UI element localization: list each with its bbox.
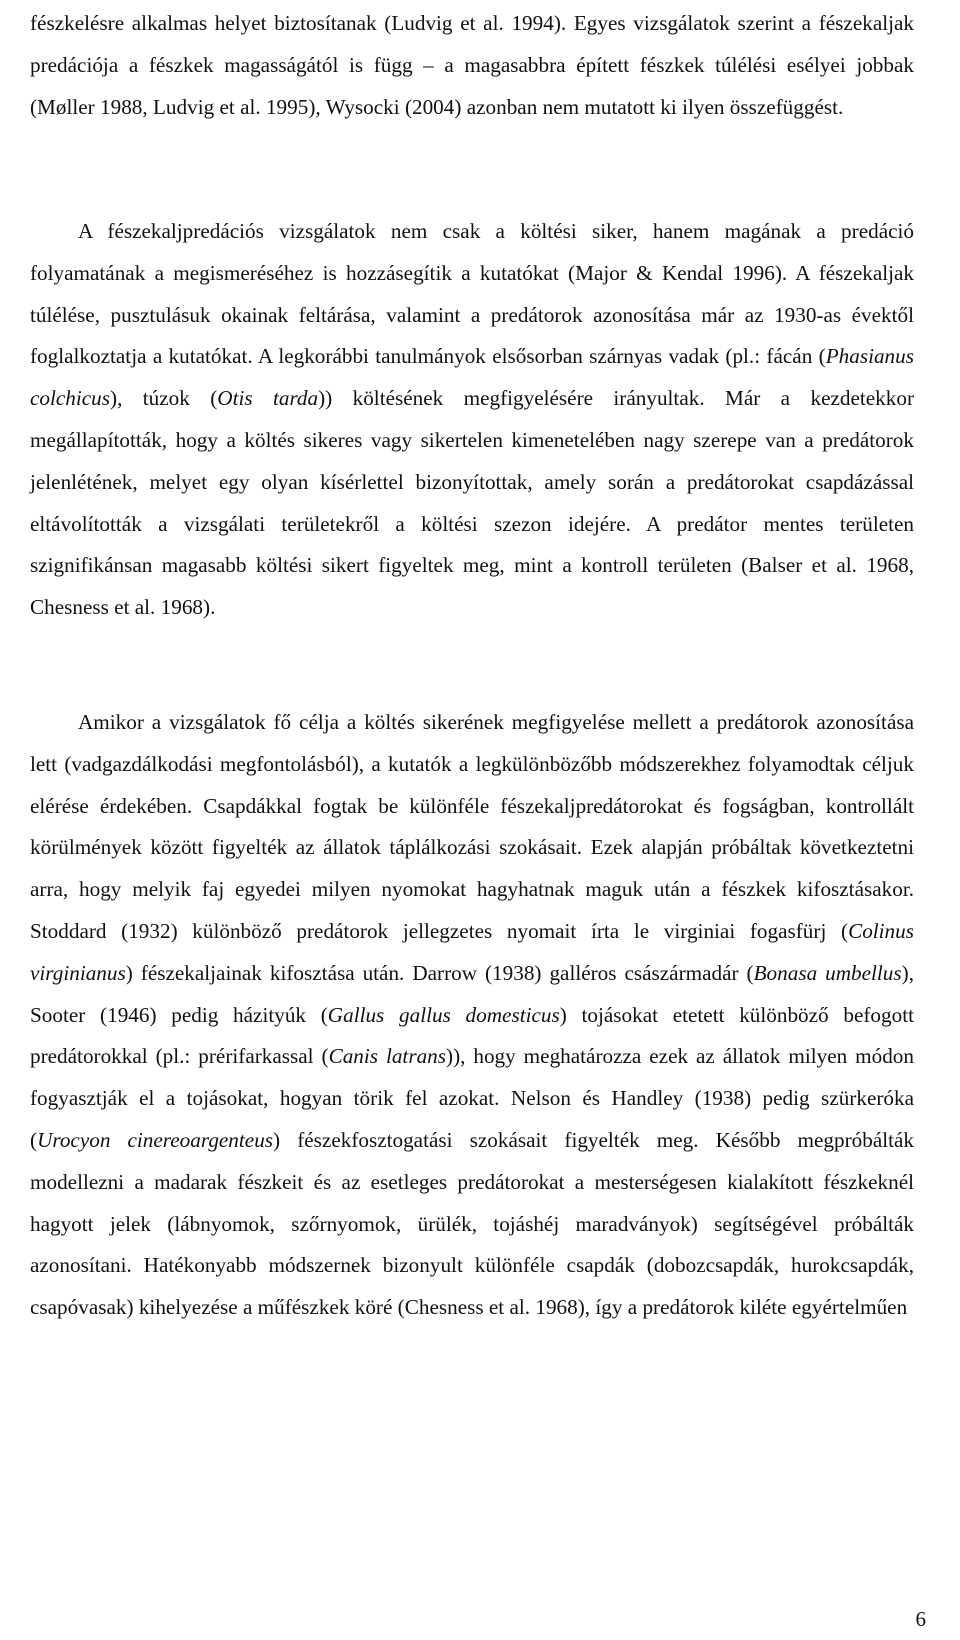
text-segment: ), Sooter (1946) pedig házityúk (: [30, 960, 914, 1027]
italic-segment: Bonasa umbellus: [753, 960, 902, 985]
italic-segment: Gallus gallus domesticus: [327, 1002, 560, 1027]
text-segment: A fészekaljpredációs vizsgálatok nem csak a költési siker, hanem magának a predáció folyamatának a megismeréséhez is hozzásegítik a kutatókat (Major & Kendal 1996). A fészekaljak túlélése, pusztulásuk okainak feltárása, valamint a predátorok azonosítása már az 1930-as évektől foglalkoztatja a kutatókat. A legkorábbi tanulmányok elsősorban szárnyas vadak (pl.: fácán (: [30, 219, 914, 369]
italic-segment: Phasianus colchicus: [30, 344, 914, 411]
italic-segment: Urocyon cinereoargenteus: [37, 1127, 274, 1152]
text-segment: ) tojásokat etetett különböző befogott predátorokkal (pl.: prérifarkassal (: [30, 1002, 914, 1069]
italic-segment: Otis tarda: [217, 386, 319, 411]
text-segment: fészkelésre alkalmas helyet biztosítanak (Ludvig et al. 1994). Egyes vizsgálatok szerint a fészekaljak predációja a fészkek magasságától is függ – a magasabbra épített fészkek túlélési esélyei jobbak (Møller 1988, Ludvig et al. 1995), Wysocki (2004) azonban nem mutatott ki ilyen összefüggést.: [30, 11, 914, 119]
paragraph-3: [30, 702, 914, 1329]
page-number: 6: [915, 1607, 926, 1631]
text-segment: )) költésének megfigyelésére irányultak. Már a kezdetekkor megállapították, hogy a költés sikeres vagy sikertelen kimenetelében nagy szerepe van a predátorok jelenlétének, melyet egy olyan kísérlettel bizonyítottak, amely során a predátorokat csapdázással eltávolították a vizsgálati területekről a költési szezon idejére. A predátor mentes területen szignifikánsan magasabb költési sikert figyeltek meg, mint a kontroll területen (Balser et al. 1968, Chesness et al. 1968).: [30, 386, 915, 620]
text-segment: ) fészekfosztogatási szokásait figyelték meg. Később megpróbálták modellezni a madarak fészkeit és az esetleges predátorokat a mesterségesen kialakított fészkeknél hagyott jelek (lábnyomok, szőrnyomok, ürülék, tojáshéj maradványok) segítségével próbálták azonosítani. Hatékonyabb módszernek bizonyult különféle csapdák (dobozcsapdák, hurokcsapdák, csapóvasak) kihelyezése a műfészkek köré (Chesness et al. 1968), így a predátorok kiléte egyértelműen: [30, 1127, 915, 1320]
text-segment: ) fészekaljainak kifosztása után. Darrow (1938) galléros császármadár (: [125, 960, 754, 985]
paragraph-1: [30, 3, 914, 128]
italic-segment: Colinus virginianus: [30, 918, 914, 985]
text-segment: Amikor a vizsgálatok fő célja a költés sikerének megfigyelése mellett a predátorok azonosítása lett (vadgazdálkodási megfontolásból), a kutatók a legkülönbözőbb módszerekhez folyamodtak céljuk elérése érdekében. Csapdákkal fogtak be különféle fészekaljpredátorokat és fogságban, kontrollált körülmények között figyelték az állatok táplálkozási szokásait. Ezek alapján próbáltak következtetni arra, hogy melyik faj egyedei milyen nyomokat hagyhatnak maguk után a fészkek kifosztásakor. Stoddard (1932) különböző predátorok jellegzetes nyomait írta le virginiai fogasfürj (: [30, 710, 914, 943]
text-segment: )), hogy meghatározza ezek az állatok milyen módon fogyasztják el a tojásokat, hogyan törik fel azokat. Nelson és Handley (1938) pedig szürkeróka (: [30, 1044, 914, 1152]
paragraph-2: [30, 211, 914, 629]
text-segment: ), túzok (: [110, 386, 218, 411]
italic-segment: Canis latrans: [328, 1044, 447, 1069]
